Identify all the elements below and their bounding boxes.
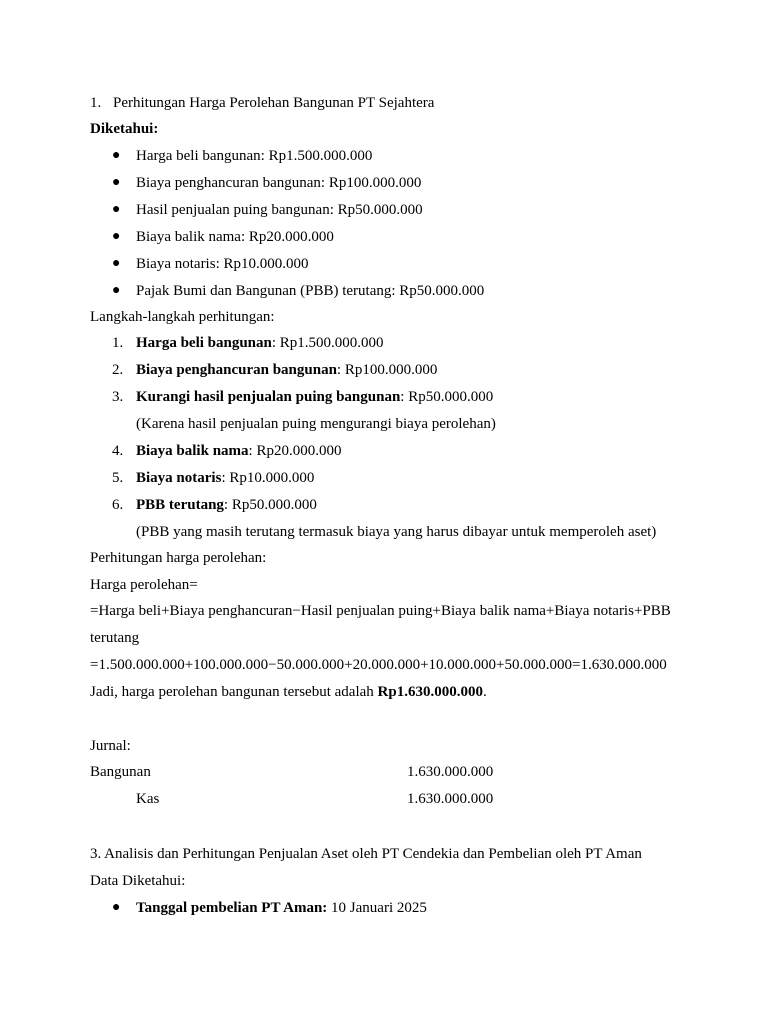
known-item: Biaya balik nama: Rp20.000.000 [136, 229, 334, 245]
step-number: 2. [112, 362, 124, 378]
section3-title: 3. Analisis dan Perhitungan Penjualan Aset oleh PT Cendekia dan Pembelian oleh PT Aman [90, 846, 642, 862]
bullet-icon: ● [112, 900, 121, 915]
journal-label: Jurnal: [90, 738, 131, 754]
steps-label: Langkah-langkah perhitungan: [90, 309, 275, 325]
bullet-icon: ● [112, 283, 121, 298]
formula-label: Harga perolehan= [90, 577, 198, 593]
step-note: (Karena hasil penjualan puing mengurangi biaya perolehan) [136, 416, 496, 432]
journal-credit-amount: 1.630.000.000 [407, 791, 494, 807]
bullet-icon: ● [112, 256, 121, 271]
bullet-icon: ● [112, 202, 121, 217]
formula-line: =Harga beli+Biaya penghancuran−Hasil penjualan puing+Biaya balik nama+Biaya notaris+PBB [90, 603, 671, 619]
bullet-icon: ● [112, 175, 121, 190]
step-number: 4. [112, 443, 124, 459]
step-item: PBB terutang: Rp50.000.000 [136, 497, 317, 513]
journal-credit-account: Kas [136, 791, 160, 807]
step-item: Biaya balik nama: Rp20.000.000 [136, 443, 342, 459]
section1-number: 1. [90, 95, 102, 111]
step-number: 6. [112, 497, 124, 513]
step-number: 5. [112, 470, 124, 486]
section1-heading [90, 94, 434, 112]
step-number: 3. [112, 389, 124, 405]
known-item: Hasil penjualan puing bangunan: Rp50.000.000 [136, 202, 423, 218]
bullet-icon: ● [112, 229, 121, 244]
known-label: Diketahui: [90, 121, 159, 137]
step-item: Biaya penghancuran bangunan: Rp100.000.000 [136, 362, 438, 378]
step-item: Harga beli bangunan: Rp1.500.000.000 [136, 335, 384, 351]
section3-known-label: Data Diketahui: [90, 873, 186, 889]
section1-title: Perhitungan Harga Perolehan Bangunan PT Sejahtera [113, 95, 435, 111]
step-item: Kurangi hasil penjualan puing bangunan: Rp50.000.000 [136, 389, 494, 405]
section3-item: Tanggal pembelian PT Aman: 10 Januari 2025 [136, 900, 427, 916]
formula-numbers: =1.500.000.000+100.000.000−50.000.000+20.000.000+10.000.000+50.000.000=1.630.000.000 [90, 657, 667, 673]
conclusion: Jadi, harga perolehan bangunan tersebut adalah Rp1.630.000.000. [90, 684, 487, 700]
formula-line-continued: terutang [90, 630, 140, 646]
calc-label: Perhitungan harga perolehan: [90, 550, 267, 566]
known-item: Pajak Bumi dan Bangunan (PBB) terutang: Rp50.000.000 [136, 283, 485, 299]
step-item: Biaya notaris: Rp10.000.000 [136, 470, 315, 486]
known-item: Harga beli bangunan: Rp1.500.000.000 [136, 148, 373, 164]
bullet-icon: ● [112, 148, 121, 163]
journal-debit-amount: 1.630.000.000 [407, 764, 494, 780]
journal-debit-account: Bangunan [90, 764, 151, 780]
step-number: 1. [112, 335, 124, 351]
known-item: Biaya notaris: Rp10.000.000 [136, 256, 309, 272]
step-note: (PBB yang masih terutang termasuk biaya yang harus dibayar untuk memperoleh aset) [136, 524, 657, 540]
known-item: Biaya penghancuran bangunan: Rp100.000.000 [136, 175, 422, 191]
